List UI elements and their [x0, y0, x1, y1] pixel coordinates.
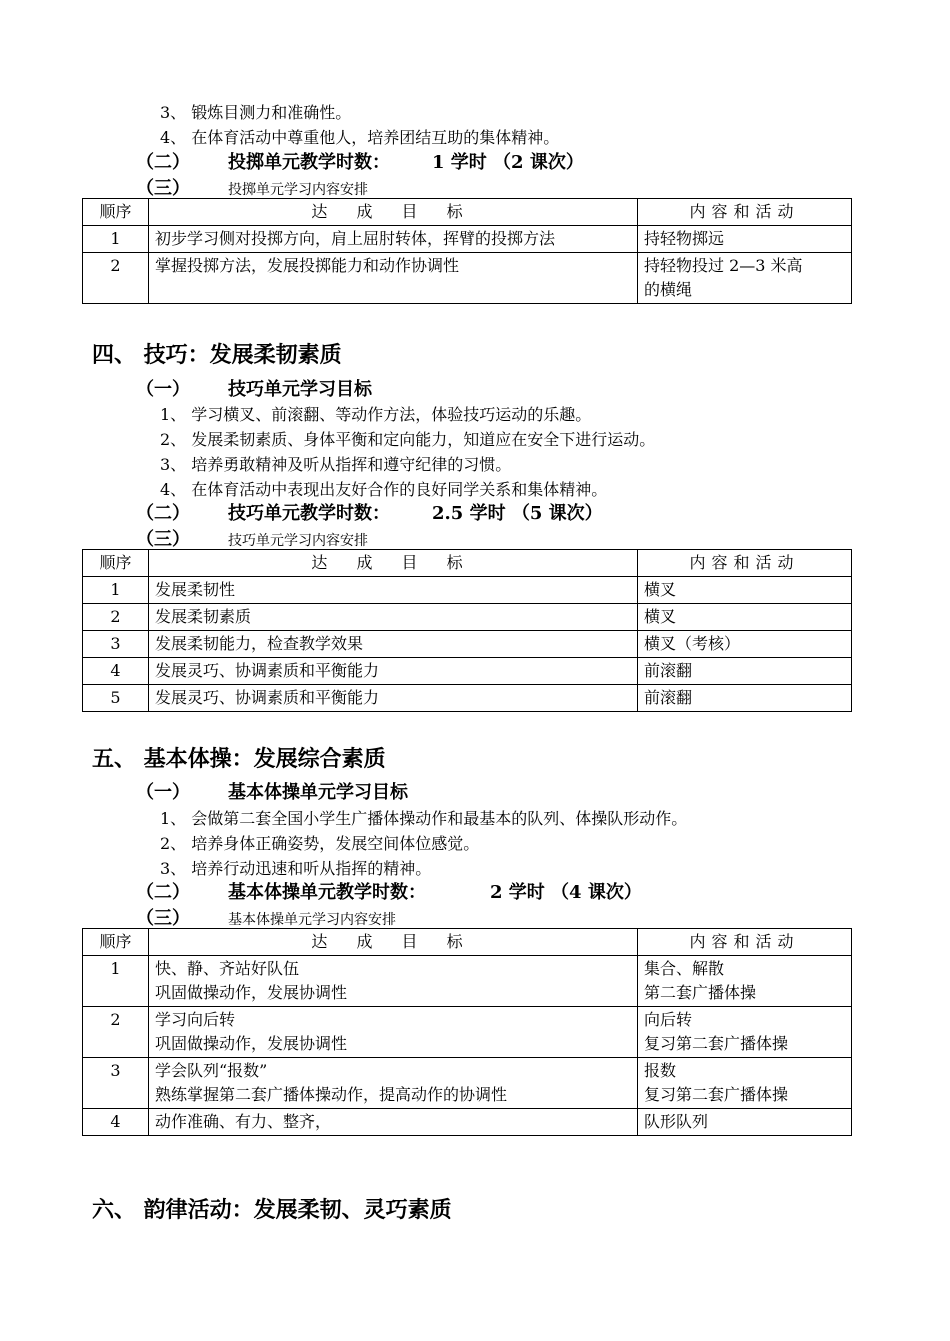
row-order: 3: [83, 631, 149, 658]
goal-mark: （一）: [136, 782, 190, 803]
row-content: 横叉: [638, 577, 852, 604]
table-row: [83, 604, 852, 631]
hours-value: 2 学时 （4 课次）: [490, 882, 642, 903]
row-goal: 学会队列“报数” 熟练掌握第二套广播体操动作，提高动作的协调性: [149, 1058, 638, 1109]
table-row: [83, 956, 852, 1007]
hours-label: 投掷单元教学时数：: [228, 152, 390, 173]
row-goal: 发展柔韧能力，检查教学效果: [149, 631, 638, 658]
goal-item-1: 1、 学习横叉、前滚翻、等动作方法，体验技巧运动的乐趣。: [160, 405, 592, 424]
row-goal: 发展柔韧素质: [149, 604, 638, 631]
goal-item-3: 3、 培养行动迅速和听从指挥的精神。: [160, 859, 432, 878]
row-order: 2: [83, 1007, 149, 1058]
row-content: 横叉（考核）: [638, 631, 852, 658]
header-order: 顺序: [83, 199, 149, 226]
row-content: 持轻物掷远: [638, 226, 852, 253]
row-order: 5: [83, 685, 149, 712]
plan-mark: （三）: [136, 908, 190, 929]
row-content: 报数 复习第二套广播体操: [638, 1058, 852, 1109]
header-goal: 达 成 目 标: [149, 199, 638, 226]
goal-item-3: 3、 锻炼目测力和准确性。: [160, 103, 352, 122]
row-order: 1: [83, 956, 149, 1007]
goal-mark: （一）: [136, 379, 190, 400]
table-row: [83, 253, 852, 304]
row-goal: 动作准确、有力、整齐，: [149, 1109, 638, 1136]
gym-plan-line: [136, 904, 396, 930]
row-order: 2: [83, 253, 149, 304]
section-6-title: 六、 韵律活动：发展柔韧、灵巧素质: [92, 1197, 452, 1223]
hours-mark: （二）: [136, 503, 190, 524]
section-5-title: 五、 基本体操：发展综合素质: [92, 746, 386, 772]
header-content: 内容和活动: [638, 199, 852, 226]
table-header-row: [83, 199, 852, 226]
row-goal: 初步学习侧对投掷方向，肩上屈肘转体，挥臂的投掷方法: [149, 226, 638, 253]
row-goal: 发展灵巧、协调素质和平衡能力: [149, 658, 638, 685]
table-row: [83, 1007, 852, 1058]
row-goal: 快、静、齐站好队伍 巩固做操动作，发展协调性: [149, 956, 638, 1007]
table-row: [83, 577, 852, 604]
hours-value: 2.5 学时 （5 课次）: [432, 503, 603, 524]
table-row: [83, 226, 852, 253]
header-goal: 达 成 目 标: [149, 929, 638, 956]
table-row: [83, 658, 852, 685]
row-order: 3: [83, 1058, 149, 1109]
plan-mark: （三）: [136, 178, 190, 199]
header-order: 顺序: [83, 550, 149, 577]
plan-label: 技巧单元学习内容安排: [228, 533, 368, 549]
header-content: 内容和活动: [638, 550, 852, 577]
skill-plan-line: [136, 525, 368, 551]
hours-label: 基本体操单元教学时数：: [228, 882, 426, 903]
table-row: [83, 1109, 852, 1136]
plan-label: 基本体操单元学习内容安排: [228, 912, 396, 928]
skill-goal-heading: [136, 375, 372, 401]
header-content: 内容和活动: [638, 929, 852, 956]
row-content: 向后转 复习第二套广播体操: [638, 1007, 852, 1058]
throw-plan-table: [82, 198, 852, 304]
header-goal: 达 成 目 标: [149, 550, 638, 577]
row-order: 4: [83, 1109, 149, 1136]
row-order: 2: [83, 604, 149, 631]
row-goal: 发展柔韧性: [149, 577, 638, 604]
goal-item-2: 2、 培养身体正确姿势，发展空间体位感觉。: [160, 834, 480, 853]
row-goal: 发展灵巧、协调素质和平衡能力: [149, 685, 638, 712]
table-row: [83, 685, 852, 712]
skill-hours-line: [136, 499, 603, 525]
row-content: 前滚翻: [638, 658, 852, 685]
table-header-row: [83, 929, 852, 956]
row-order: 4: [83, 658, 149, 685]
goal-item-1: 1、 会做第二套全国小学生广播体操动作和最基本的队列、体操队形动作。: [160, 809, 688, 828]
row-goal: 学习向后转 巩固做操动作，发展协调性: [149, 1007, 638, 1058]
gym-plan-table: [82, 928, 852, 1136]
hours-mark: （二）: [136, 152, 190, 173]
row-order: 1: [83, 226, 149, 253]
plan-label: 投掷单元学习内容安排: [228, 182, 368, 198]
row-order: 1: [83, 577, 149, 604]
row-content: 横叉: [638, 604, 852, 631]
table-row: [83, 1058, 852, 1109]
row-content: 队形队列: [638, 1109, 852, 1136]
throw-plan-line: [136, 174, 368, 200]
table-header-row: [83, 550, 852, 577]
goal-item-2: 2、 发展柔韧素质、身体平衡和定向能力，知道应在安全下进行运动。: [160, 430, 656, 449]
goal-item-3: 3、 培养勇敢精神及听从指挥和遵守纪律的习惯。: [160, 455, 512, 474]
throw-hours-line: [136, 148, 584, 174]
gym-hours-line: [136, 878, 642, 904]
gym-goal-heading: [136, 778, 408, 804]
hours-value: 1 学时 （2 课次）: [432, 152, 584, 173]
plan-mark: （三）: [136, 529, 190, 550]
goal-label: 基本体操单元学习目标: [228, 782, 408, 803]
goal-item-4: 4、 在体育活动中表现出友好合作的良好同学关系和集体精神。: [160, 480, 608, 499]
goal-label: 技巧单元学习目标: [228, 379, 372, 400]
skill-plan-table: [82, 549, 852, 712]
hours-mark: （二）: [136, 882, 190, 903]
row-goal: 掌握投掷方法，发展投掷能力和动作协调性: [149, 253, 638, 304]
header-order: 顺序: [83, 929, 149, 956]
hours-label: 技巧单元教学时数：: [228, 503, 390, 524]
table-row: [83, 631, 852, 658]
row-content: 集合、解散 第二套广播体操: [638, 956, 852, 1007]
section-4-title: 四、 技巧：发展柔韧素质: [92, 342, 342, 368]
goal-item-4: 4、 在体育活动中尊重他人，培养团结互助的集体精神。: [160, 128, 560, 147]
row-content: 持轻物投过 2—3 米高 的横绳: [638, 253, 852, 304]
row-content: 前滚翻: [638, 685, 852, 712]
